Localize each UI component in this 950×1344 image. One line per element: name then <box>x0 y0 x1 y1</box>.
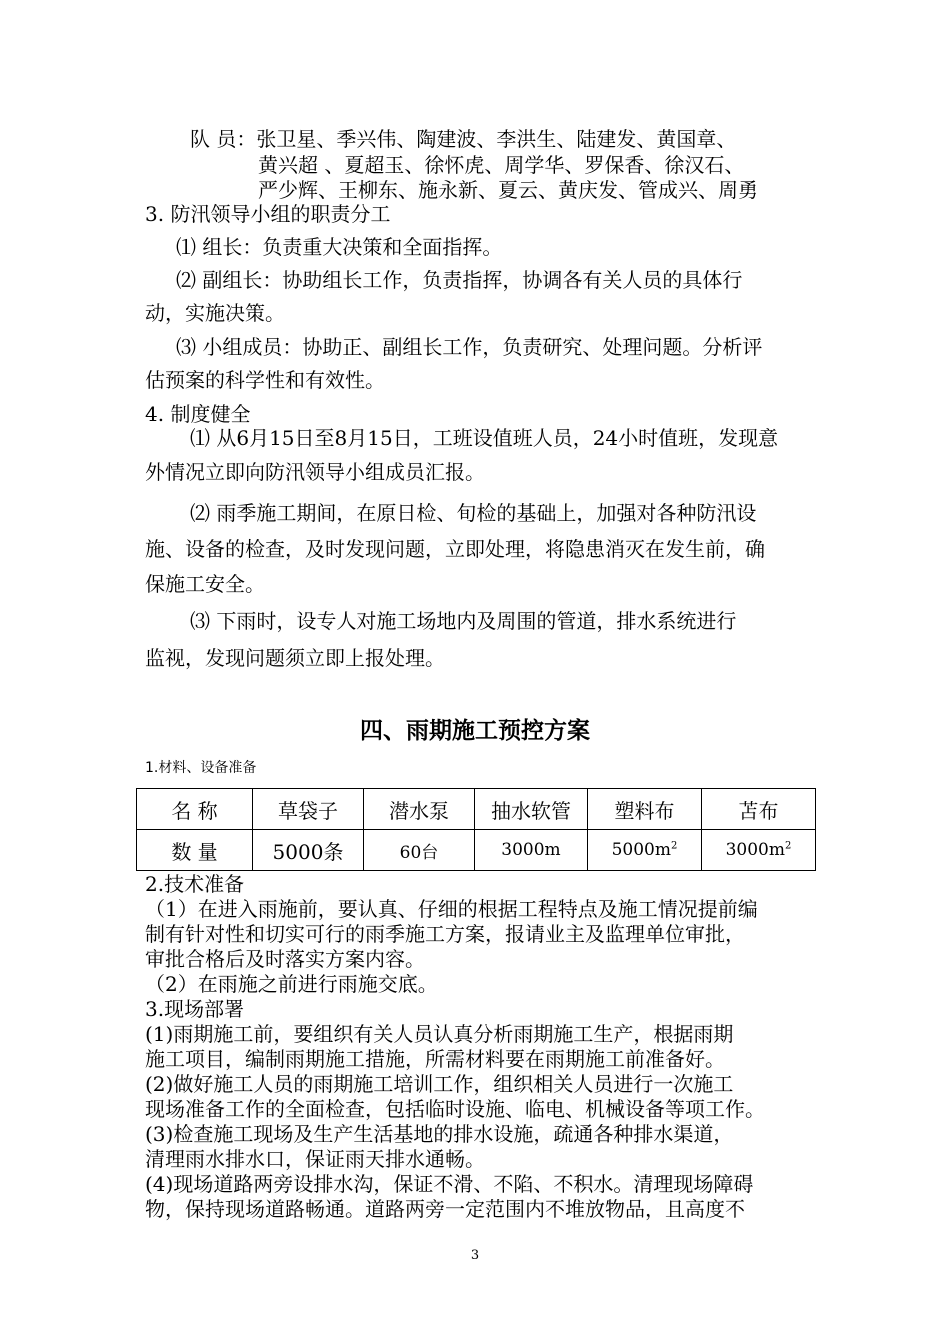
materials-qty-label: 数 量 <box>137 830 253 871</box>
qty-value: 5000m <box>611 840 671 860</box>
section-title: 四、雨期施工预控方案 <box>360 718 590 744</box>
site-line-3: (2)做好施工人员的雨期施工培训工作，组织相关人员进行一次施工 <box>145 1072 734 1096</box>
material-name: 抽水软管 <box>475 789 588 830</box>
material-name: 塑料布 <box>588 789 702 830</box>
material-qty <box>588 830 702 871</box>
system-item-3-line-1: ⑶ 下雨时，设专人对施工场地内及周围的管道，排水系统进行 <box>190 609 737 633</box>
site-line-7: (4)现场道路两旁设排水沟，保证不滑、不陷、不积水。清理现场障碍 <box>145 1172 754 1196</box>
material-qty: 3000m <box>475 830 588 871</box>
site-line-2: 施工项目，编制雨期施工措施，所需材料要在雨期施工前准备好。 <box>145 1047 725 1071</box>
material-qty: 5000条 <box>253 830 364 871</box>
site-line-5: (3)检查施工现场及生产生活基地的排水设施，疏通各种排水渠道， <box>145 1122 734 1146</box>
page-number: 3 <box>470 1248 480 1263</box>
material-name: 草袋子 <box>253 789 364 830</box>
material-qty <box>702 830 816 871</box>
system-item-1-line-2: 外情况立即向防汛领导小组成员汇报。 <box>145 460 485 484</box>
materials-name-row <box>137 789 816 830</box>
members-line-1: 队 员：张卫星、季兴伟、陶建波、李洪生、陆建发、黄国章、 <box>190 127 737 151</box>
tech-line-3: 审批合格后及时落实方案内容。 <box>145 947 425 971</box>
system-item-3-line-2: 监视，发现问题须立即上报处理。 <box>145 646 445 670</box>
system-item-1-line-1: ⑴ 从6月15日至8月15日，工班设值班人员，24小时值班，发现意 <box>190 426 779 450</box>
material-name: 潜水泵 <box>364 789 475 830</box>
tech-line-4: （2）在雨施之前进行雨施交底。 <box>145 972 438 996</box>
qty-value: 3000m <box>725 840 785 860</box>
duties-item-2-line-1: ⑵ 副组长：协助组长工作，负责指挥，协调各有关人员的具体行 <box>176 268 743 292</box>
site-line-4: 现场准备工作的全面检查，包括临时设施、临电、机械设备等项工作。 <box>145 1097 765 1121</box>
material-name: 苫布 <box>702 789 816 830</box>
materials-table <box>136 788 816 871</box>
duties-item-2-line-2: 动，实施决策。 <box>145 301 285 325</box>
duties-item-3-line-2: 估预案的科学性和有效性。 <box>145 368 385 392</box>
site-heading: 3.现场部署 <box>145 997 245 1021</box>
unit-superscript: 2 <box>671 840 678 852</box>
materials-name-label: 名 称 <box>137 789 253 830</box>
members-line-2: 黄兴超 、夏超玉、徐怀虎、周学华、罗保香、徐汉石、 <box>258 153 745 177</box>
tech-heading: 2.技术准备 <box>145 872 245 896</box>
system-heading: 4. 制度健全 <box>145 402 251 426</box>
site-line-8: 物，保持现场道路畅通。道路两旁一定范围内不堆放物品，且高度不 <box>145 1197 745 1221</box>
system-item-2-line-1: ⑵ 雨季施工期间，在原日检、旬检的基础上，加强对各种防汛设 <box>190 501 757 525</box>
tech-line-1: （1）在进入雨施前，要认真、仔细的根据工程特点及施工情况提前编 <box>145 897 758 921</box>
materials-qty-row <box>137 830 816 871</box>
unit-superscript: 2 <box>785 840 792 852</box>
members-line-3: 严少辉、王柳东、施永新、夏云、黄庆发、管成兴、周勇 <box>258 178 758 202</box>
site-line-1: (1)雨期施工前，要组织有关人员认真分析雨期施工生产，根据雨期 <box>145 1022 734 1046</box>
material-qty: 60台 <box>364 830 475 871</box>
site-line-6: 清理雨水排水口，保证雨天排水通畅。 <box>145 1147 485 1171</box>
materials-caption: 1.材料、设备准备 <box>145 760 257 776</box>
system-item-2-line-3: 保施工安全。 <box>145 572 265 596</box>
duties-item-3-line-1: ⑶ 小组成员：协助正、副组长工作，负责研究、处理问题。分析评 <box>176 335 763 359</box>
tech-line-2: 制有针对性和切实可行的雨季施工方案，报请业主及监理单位审批， <box>145 922 745 946</box>
duties-item-1: ⑴ 组长：负责重大决策和全面指挥。 <box>176 235 503 259</box>
duties-heading: 3. 防汛领导小组的职责分工 <box>145 202 391 226</box>
system-item-2-line-2: 施、设备的检查，及时发现问题，立即处理，将隐患消灭在发生前，确 <box>145 537 765 561</box>
